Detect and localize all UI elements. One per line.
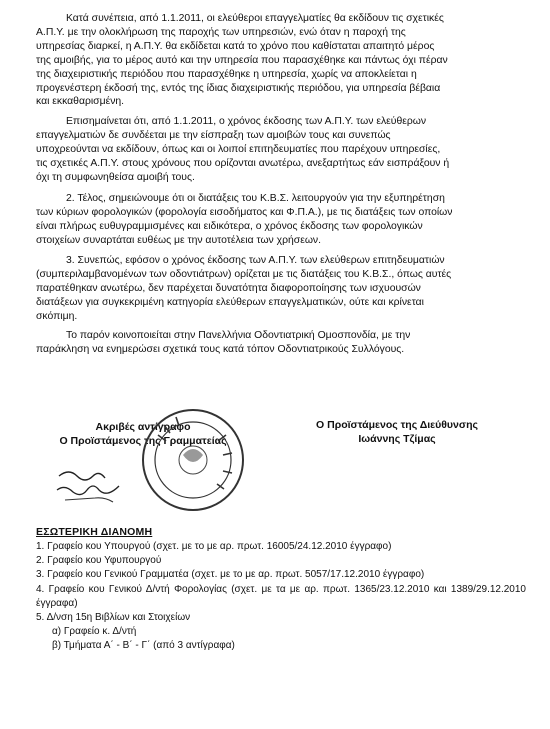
text-line: υποχρεούνται να εκδίδουν, όπως και οι λοιποί επιτηδευματίες που παρέχουν υπηρεσίες, [36,143,441,155]
signature-block-right [282,418,512,446]
text-line: στοιχείων συναρτάται ευθέως με την αυτοτέλεια των χρήσεων. [36,234,322,246]
text-line: όχι τη συμφωνηθείσα αμοιβή τους. [36,171,195,183]
text-line: της διαχειριστικής περιόδου που παρασχέθηκε η υπηρεσία, χωρίς να αποκλείεται η [36,68,417,80]
text-line: επαγγελματιών δε συνδέεται με την είσπραξη των αμοιβών τους και συνεπώς [36,129,391,141]
distribution-title: ΕΣΩΤΕΡΙΚΗ ΔΙΑΝΟΜΗ [36,526,153,538]
text-line: 3. Συνεπώς, εφόσον ο χρόνος έκδοσης των Α.Π.Υ. των ελεύθερων επιτηδευματιών [66,255,445,266]
text-line: παρατέθηκαν ανωτέρω, δεν παρέχεται δυνατότητα διαφοροποίησης των ισχυουσών [36,282,421,294]
paragraph-1 [36,12,526,109]
text-line: της αμοιβής, για το μέρος αυτό και την υπηρεσία που παρασχέθηκε και πάντως όχι πέραν [36,54,448,66]
handwritten-signature [55,462,145,512]
distribution-subitem: α) Γραφείο κ. Δ/ντή [52,626,137,638]
text-line: είναι πλήρως ευθυγραμμισμένες και ειδικότερα, ο χρόνος έκδοσης των φορολογικών [36,220,423,232]
text-line: Α.Π.Υ. με την ολοκλήρωση της παροχής των υπηρεσιών, ενώ όταν η παροχή της [36,26,406,38]
distribution-item: 2. Γραφείο κου Υφυπουργού [36,555,162,567]
signature-right-line2: Ιωάννης Τζίμας [358,433,436,445]
text-line: 2. Τέλος, σημειώνουμε ότι οι διατάξεις του Κ.Β.Σ. λειτουργούν για την εξυπηρέτηση [66,193,445,204]
text-line: διατάξεων για συγκεκριμένη κατηγορία ελεύθερων επαγγελματικών, ούτε και κρίνεται [36,296,424,308]
signature-right-line1: Ο Προϊστάμενος της Διεύθυνσης [316,419,478,431]
text-line: υπηρεσίας διαρκεί, η Α.Π.Υ. θα εκδίδεται κατά το χρόνο που καθίσταται απαιτητό μέρος [36,40,435,52]
paragraph-4 [36,254,526,324]
official-stamp-seal [138,405,248,520]
signature-left-line2: Ο Προϊστάμενος της Γραμματείας [59,435,227,447]
text-line: Το παρόν κοινοποιείται στην Πανελλήνια Οδοντιατρική Ομοσπονδία, με την [66,330,411,341]
distribution-item: 3. Γραφείο κου Γενικού Γραμματέα (σχετ. με το με αρ. πρωτ. 5057/17.12.2010 έγγραφο) [36,569,425,581]
text-line: Επισημαίνεται ότι, από 1.1.2011, ο χρόνος έκδοσης των Α.Π.Υ. των ελεύθερων [66,116,427,127]
paragraph-2 [36,115,526,185]
text-line: προγενέστερη έκδοσή της, εντός της ίδιας διαχειριστικής περιόδου, για υπηρεσία βέβαια [36,82,441,94]
text-line: σκόπιμη. [36,310,78,322]
text-line: (συμπεριλαμβανομένων των οδοντιάτρων) ορίζεται με τις διατάξεις του Κ.Β.Σ., όπως αυτές [36,268,452,280]
paragraph-3 [36,192,526,248]
distribution-item: 1. Γραφείο κου Υπουργού (σχετ. με το με αρ. πρωτ. 16005/24.12.2010 έγγραφο) [36,541,392,552]
text-line: και εκκαθαρισμένη. [36,96,125,108]
distribution-item: 4. Γραφείο κου Γενικού Δ/ντή Φορολογίας (σχετ. με τα με αρ. πρωτ. 1365/23.12.2010 και 1389/29.12.2010 έγγραφα) [36,583,526,609]
paragraph-5 [36,329,526,357]
text-line: Κατά συνέπεια, από 1.1.2011, οι ελεύθεροι επαγγελματίες θα εκδίδουν τις σχετικές [66,13,444,24]
signature-left-line1: Ακριβές αντίγραφο [95,421,191,433]
text-line: των κύριων φορολογικών (φορολογία εισοδήματος και Φ.Π.Α.), με τις διατάξεις των οποίων [36,206,453,218]
distribution-item: 5. Δ/νση 15η Βιβλίων και Στοιχείων [36,612,191,624]
distribution-list [36,540,526,654]
text-line: τις σχετικές Α.Π.Υ. στους χρόνους που ορίζονται ανωτέρω, ανεξαρτήτως εάν εισπράξουν ή [36,157,450,169]
text-line: παράκληση να ενημερώσει σχετικά τους κατά τόπον Οδοντιατρικούς Συλλόγους. [36,343,405,355]
distribution-subitem: β) Τμήματα Α΄ - Β΄ - Γ΄ (από 3 αντίγραφα) [52,640,235,652]
